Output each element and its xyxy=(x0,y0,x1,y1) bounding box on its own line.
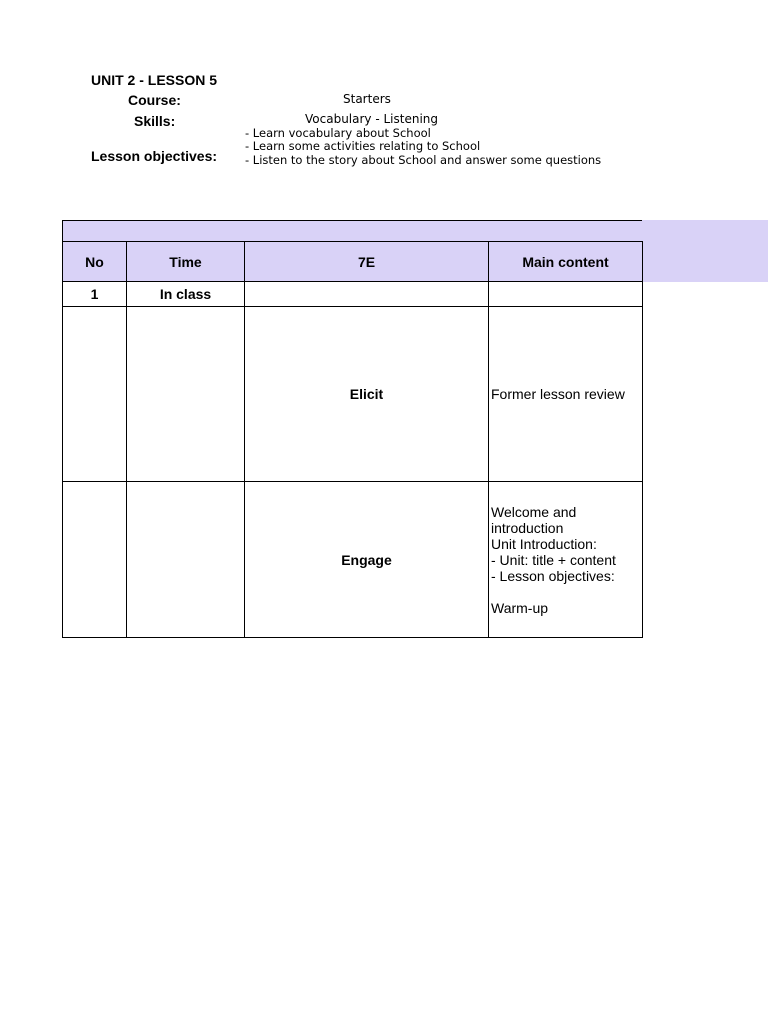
cell-time xyxy=(127,307,244,481)
cell-stage: Engage xyxy=(341,551,392,568)
objective-item: - Learn vocabulary about School xyxy=(245,126,431,140)
course-value: Starters xyxy=(343,92,391,106)
objectives-label: Lesson objectives: xyxy=(91,148,218,164)
column-header-7e: 7E xyxy=(357,253,376,270)
column-header-time: Time xyxy=(169,253,202,270)
cell-stage xyxy=(245,282,488,306)
skills-value: Vocabulary - Listening xyxy=(305,112,438,126)
cell-no xyxy=(63,482,126,637)
cell-stage: Elicit xyxy=(349,386,384,402)
cell-time xyxy=(127,482,244,637)
objective-item: - Learn some activities relating to School xyxy=(245,139,481,153)
cell-no: 1 xyxy=(90,286,99,302)
objective-item: - Listen to the story about School and answer some questions xyxy=(245,153,602,167)
cell-content: Former lesson review xyxy=(491,386,625,402)
course-label: Course: xyxy=(128,92,181,108)
cell-content: Welcome and introduction Unit Introduction: - Unit: title + content - Lesson objectives: Warm-up xyxy=(491,503,616,616)
column-header-no: No xyxy=(85,253,104,270)
cell-no xyxy=(63,307,126,481)
cell-time: In class xyxy=(159,286,212,302)
lesson-title: UNIT 2 - LESSON 5 xyxy=(91,72,218,88)
cell-content xyxy=(489,282,642,306)
skills-label: Skills: xyxy=(134,113,176,129)
column-header-main-content: Main content xyxy=(522,253,609,270)
